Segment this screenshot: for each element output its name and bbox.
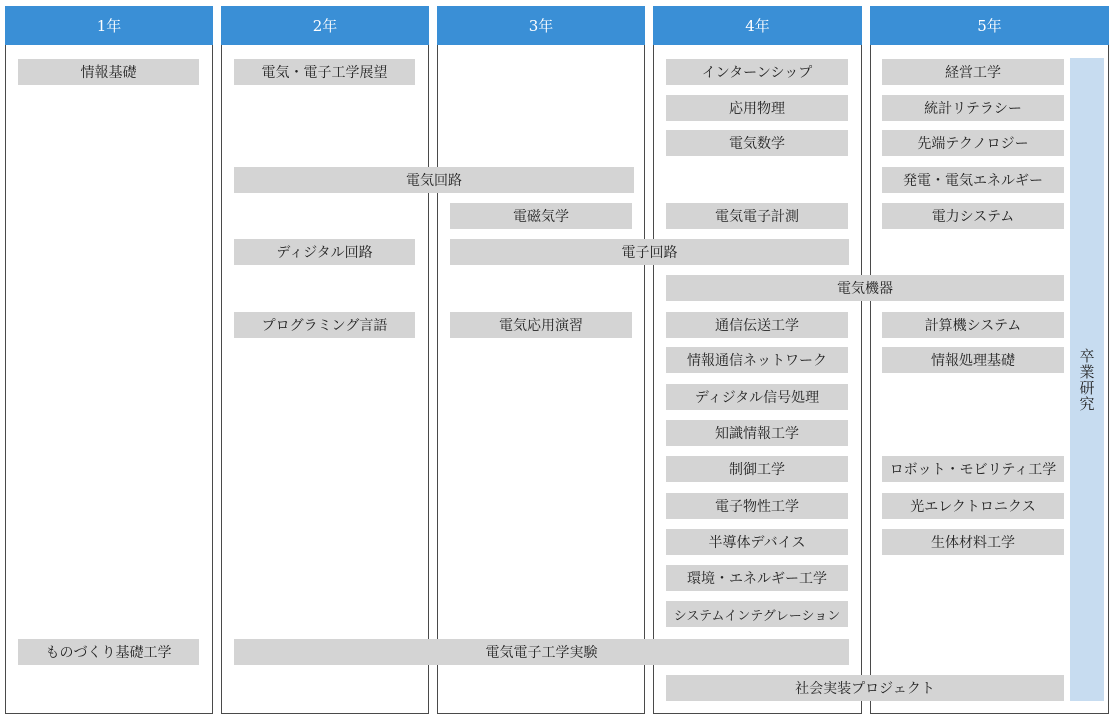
- course-bar: 光エレクトロニクス: [882, 493, 1064, 519]
- course-bar: 発電・電気エネルギー: [882, 167, 1064, 193]
- course-bar: 電子回路: [450, 239, 849, 265]
- course-bar: 通信伝送工学: [666, 312, 848, 338]
- course-bar: システムインテグレーション: [666, 601, 848, 627]
- course-bar: 電子物性工学: [666, 493, 848, 519]
- year-1-column: [5, 6, 213, 714]
- year-3-column: [437, 6, 645, 714]
- year-5-header: 5年: [870, 6, 1109, 45]
- course-bar: ロボット・モビリティ工学: [882, 456, 1064, 482]
- course-bar: 先端テクノロジー: [882, 130, 1064, 156]
- course-bar: 社会実装プロジェクト: [666, 675, 1064, 701]
- course-bar: ディジタル回路: [234, 239, 415, 265]
- graduation-research-bar: [1070, 58, 1104, 701]
- course-bar: 計算機システム: [882, 312, 1064, 338]
- course-bar: 応用物理: [666, 95, 848, 121]
- course-bar: 半導体デバイス: [666, 529, 848, 555]
- course-bar: 電磁気学: [450, 203, 632, 229]
- course-bar: 生体材料工学: [882, 529, 1064, 555]
- year-4-header: 4年: [653, 6, 862, 45]
- course-bar: 情報処理基礎: [882, 347, 1064, 373]
- course-bar: 電気機器: [666, 275, 1064, 301]
- course-bar: 知識情報工学: [666, 420, 848, 446]
- course-bar: ものづくり基礎工学: [18, 639, 199, 665]
- course-bar: 情報通信ネットワーク: [666, 347, 848, 373]
- course-bar: 電気電子計測: [666, 203, 848, 229]
- course-bar: 情報基礎: [18, 59, 199, 85]
- course-bar: 電気・電子工学展望: [234, 59, 415, 85]
- year-2-column: [221, 6, 429, 714]
- course-bar: 電気応用演習: [450, 312, 632, 338]
- graduation-research-label: 卒業研究: [1077, 347, 1096, 412]
- course-bar: 環境・エネルギー工学: [666, 565, 848, 591]
- course-bar: インターンシップ: [666, 59, 848, 85]
- course-bar: プログラミング言語: [234, 312, 415, 338]
- year-2-header: 2年: [221, 6, 429, 45]
- course-bar: 統計リテラシー: [882, 95, 1064, 121]
- course-bar: 電気電子工学実験: [234, 639, 849, 665]
- course-bar: 経営工学: [882, 59, 1064, 85]
- course-bar: 電力システム: [882, 203, 1064, 229]
- course-bar: 電気回路: [234, 167, 634, 193]
- course-bar: ディジタル信号処理: [666, 384, 848, 410]
- course-bar: 電気数学: [666, 130, 848, 156]
- year-3-header: 3年: [437, 6, 645, 45]
- year-1-header: 1年: [5, 6, 213, 45]
- course-bar: 制御工学: [666, 456, 848, 482]
